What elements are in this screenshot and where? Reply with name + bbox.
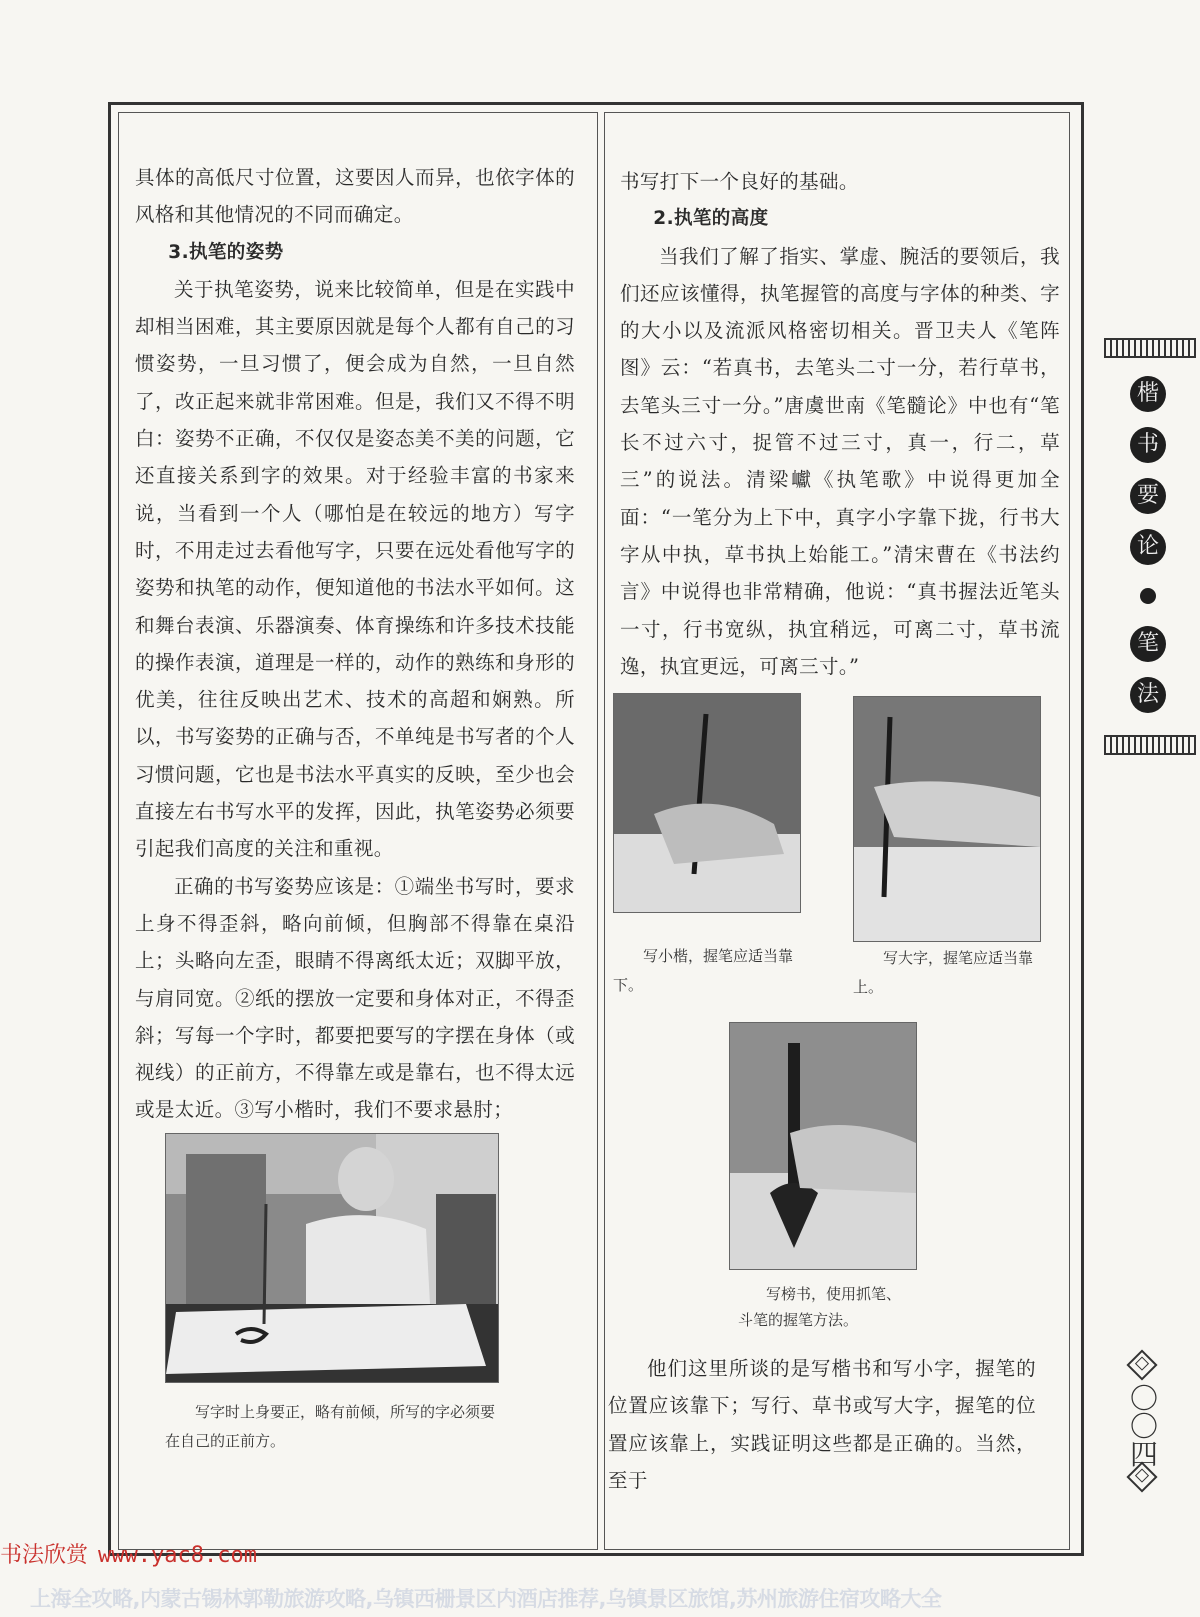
photo-caption-banner-line1: 写榜书，使用抓笔、	[766, 1285, 902, 1303]
paragraph: 正确的书写姿势应该是：①端坐书写时，要求上身不得歪斜，略向前倾，但胸部不得靠在桌沿上；头略向左歪，眼睛不得离纸太近；双脚平放，与肩同宽。②纸的摆放一定要和身体对正，不得歪斜；写每一个字时，都要把要写的字摆在身体（或视线）的正前方，不得靠左或是靠右，也不得太远或是太近。③写小楷时，我们不要求悬肘；	[135, 874, 575, 1122]
section-heading-height: 2.执笔的高度	[653, 208, 769, 230]
photo-small-script-grip	[613, 693, 801, 913]
page-number-digit: 〇	[1129, 1382, 1158, 1415]
photo-banner-script-grip	[729, 1022, 917, 1270]
paragraph: 他们这里所谈的是写楷书和写小字，握笔的位置应该靠下；写行、草书或写大字，握笔的位置应该靠上，实践证明这些都是正确的。当然，至于	[608, 1357, 1036, 1492]
site-watermark-url[interactable]: www.yac8.com	[98, 1543, 257, 1568]
page-number-digit: 四	[1129, 1438, 1158, 1471]
photo-caption-large-script: 写大字，握笔应适当靠上。	[853, 949, 1034, 996]
sidebar-title-char: 楷	[1130, 376, 1166, 412]
sidebar-title-char: 要	[1130, 478, 1166, 514]
photo-caption-banner-line2: 斗笔的握笔方法。	[738, 1311, 859, 1329]
paragraph: 书写打下一个良好的基础。	[620, 170, 859, 193]
sidebar-title-char: 书	[1130, 427, 1166, 463]
key-pattern-border-top	[1104, 338, 1196, 358]
site-watermark	[0, 1538, 257, 1569]
right-column-text-top	[620, 163, 1060, 685]
photo-large-script-grip	[853, 696, 1041, 942]
page-number-ornament-top	[1126, 1349, 1157, 1380]
paragraph: 当我们了解了指实、掌虚、腕活的要领后，我们还应该懂得，执笔握管的高度与字体的种类、字的大小以及流派风格密切相关。晋卫夫人《笔阵图》云：“若真书，去笔头二寸一分，若行草书，去笔头三寸一分。”唐虞世南《笔髓论》中也有“笔长不过六寸，捉管不过三寸，真一，行二，草三”的说法。清梁巘《执笔歌》中说得更加全面：“一笔分为上下中，真字小字靠下拢，行书大字从中执，草书执上始能工。”清宋曹在《书法约言》中说得也非常精确，他说：“真书握法近笔头一寸，行书宽纵，执宜稍远，可离二寸，草书流逸，执宜更远，可离三寸。”	[620, 244, 1060, 678]
paragraph: 关于执笔姿势，说来比较简单，但是在实践中却相当困难，其主要原因就是每个人都有自己的习惯姿势，一旦习惯了，便会成为自然，一旦自然了，改正起来就非常困难。但是，我们又不得不明白：姿势不正确，不仅仅是姿态美不美的问题，它还直接关系到字的效果。对于经验丰富的书家来说，当看到一个人（哪怕是在较远的地方）写字时，不用走过去看他写字，只要在远处看他写字的姿势和执笔的动作，便知道他的书法水平如何。这和舞台表演、乐器演奏、体育操练和许多技术技能的操作表演，道理是一样的，动作的熟练和身形的优美，往往反映出艺术、技术的高超和娴熟。所以，书写姿势的正确与否，不单纯是书写者的个人习惯问题，它也是书法水平真实的反映，至少也会直接左右书写水平的发挥，因此，执笔姿势必须要引起我们高度的关注和重视。	[135, 277, 575, 861]
paragraph: 具体的高低尺寸位置，这要因人而异，也依字体的风格和其他情况的不同而确定。	[135, 166, 575, 227]
footer-links[interactable]: 上海全攻略,内蒙古锡林郭勒旅游攻略,乌镇西栅景区内酒店推荐,乌镇景区旅馆,苏州旅游住宿攻略大全	[30, 1587, 942, 1611]
site-watermark-name: 书法欣赏	[0, 1543, 89, 1568]
page-number-digit: 〇	[1129, 1410, 1158, 1443]
left-column-text	[135, 159, 575, 1129]
sidebar-title-char: 法	[1130, 677, 1166, 713]
sidebar-title-char: 论	[1130, 529, 1166, 565]
sidebar-title-char: 笔	[1130, 626, 1166, 662]
photo-calligrapher-writing	[165, 1133, 499, 1383]
photo-caption-small-script: 写小楷，握笔应适当靠下。	[613, 947, 794, 994]
section-heading-posture: 3.执笔的姿势	[168, 241, 284, 263]
photo-caption-posture: 写字时上身要正，略有前倾，所写的字必须要在自己的正前方。	[165, 1403, 496, 1450]
right-column-text-bottom	[608, 1350, 1036, 1499]
sidebar-title-separator-dot	[1140, 588, 1156, 604]
